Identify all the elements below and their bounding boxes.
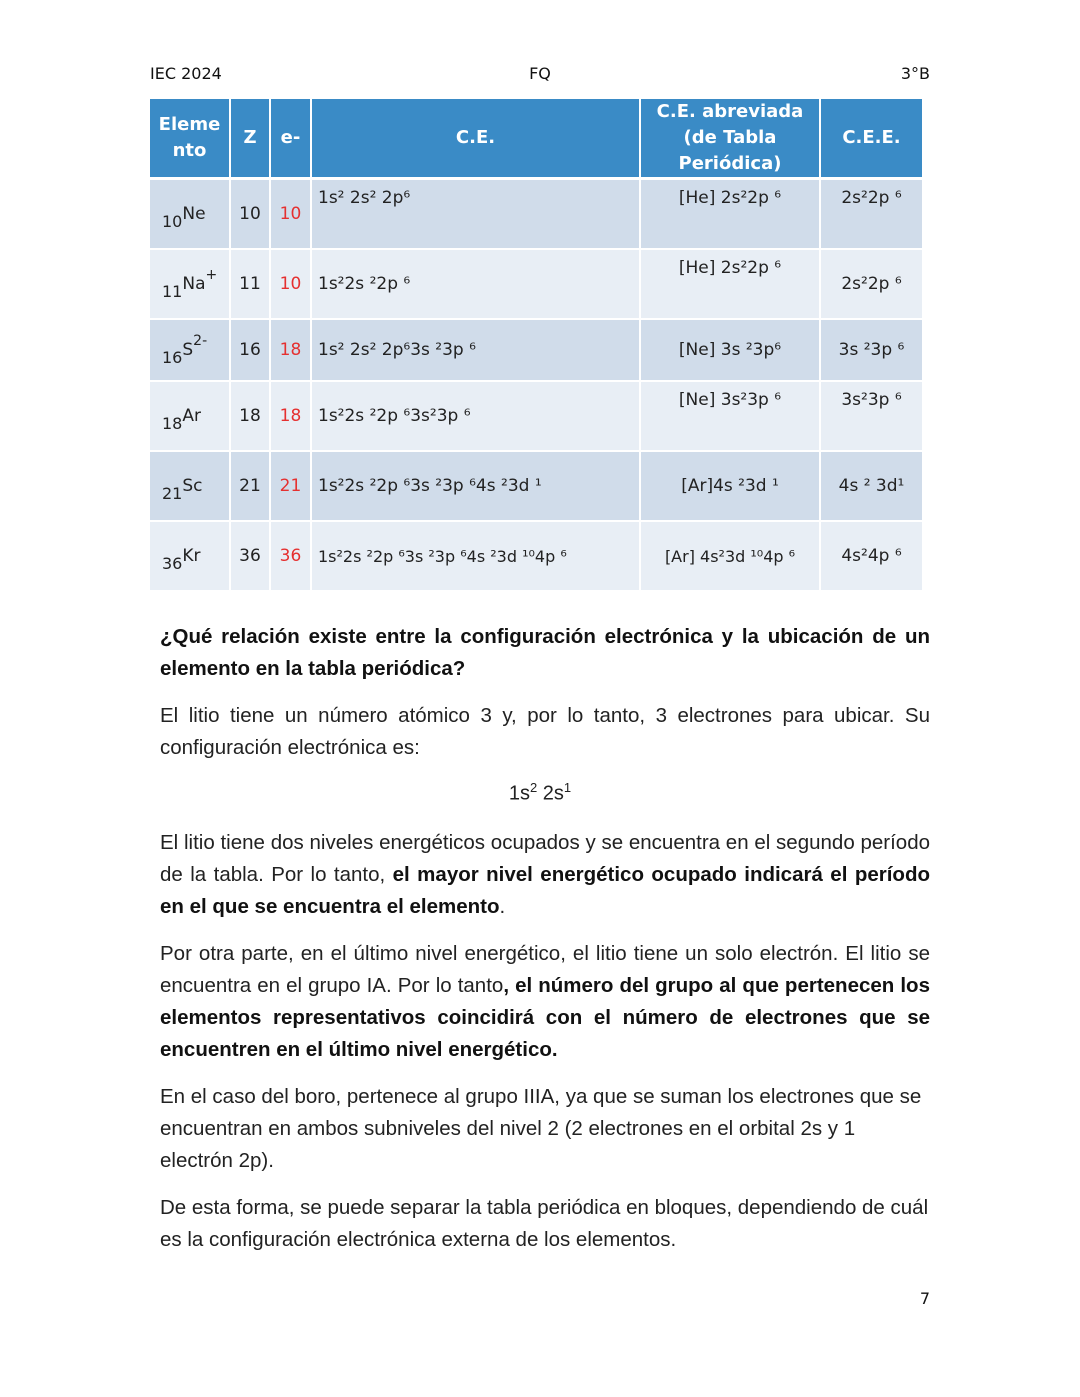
cee-value: 2s²2p ⁶ <box>820 249 922 319</box>
ce-value: 1s² 2s² 2p⁶3s ²3p ⁶ <box>311 319 640 381</box>
col-header-ce: C.E. <box>311 99 640 179</box>
col-header-z: Z <box>230 99 270 179</box>
element-symbol: $_{10}$Ne <box>150 179 230 250</box>
cee-value: 3s ²3p ⁶ <box>820 319 922 381</box>
ce-value: 1s²2s ²2p ⁶3s ²3p ⁶4s ²3d ¹⁰4p ⁶ <box>311 521 640 591</box>
element-symbol: $_{18}$Ar <box>150 381 230 451</box>
electron-configuration-table <box>150 99 922 592</box>
ce-abrev-value: [Ne] 3s ²3p⁶ <box>640 319 820 381</box>
ce-value: 1s²2s ²2p ⁶3s ²3p ⁶4s ²3d ¹ <box>311 451 640 521</box>
ce-value: 1s² 2s² 2p⁶ <box>311 179 640 250</box>
cee-value: 4s²4p ⁶ <box>820 521 922 591</box>
col-header-ce-abreviada: C.E. abreviada (de Tabla Periódica) <box>640 99 820 179</box>
page-number: 7 <box>919 1289 930 1308</box>
element-symbol: $_{11}$Na+ <box>150 249 230 319</box>
question-heading: ¿Qué relación existe entre la configuración electrónica y la ubicación de un elemento en la tabla periódica? <box>160 625 930 680</box>
element-symbol: $_{21}$Sc <box>150 451 230 521</box>
table-row <box>150 179 922 250</box>
electron-count: 10 <box>270 179 311 250</box>
lithium-formula: $1s^2$ $2s^1$ <box>508 780 572 805</box>
element-symbol: $_{16}S^{2-}$ <box>150 319 230 381</box>
ce-abrev-value: [Ar] 4s²3d ¹⁰4p ⁶ <box>640 521 820 591</box>
atomic-number: 16 <box>230 319 270 381</box>
atomic-number: 21 <box>230 451 270 521</box>
table-header-row <box>150 99 922 179</box>
col-header-element: Eleme nto <box>150 99 230 179</box>
table-row <box>150 249 922 319</box>
cee-value: 3s²3p ⁶ <box>820 381 922 451</box>
table-row <box>150 451 922 521</box>
col-header-cee: C.E.E. <box>820 99 922 179</box>
col-header-electrons: e- <box>270 99 311 179</box>
cee-value: 2s²2p ⁶ <box>820 179 922 250</box>
ce-value: 1s²2s ²2p ⁶3s²3p ⁶ <box>311 381 640 451</box>
ce-value: 1s²2s ²2p ⁶ <box>311 249 640 319</box>
element-symbol: $_{36}$Kr <box>150 521 230 591</box>
electron-count: 10 <box>270 249 311 319</box>
table-row <box>150 381 922 451</box>
atomic-number: 18 <box>230 381 270 451</box>
paragraph-period: El litio tiene dos niveles energéticos ocupados y se encuentra en el segundo período de la tabla. Por lo tanto, el mayor nivel energético ocupado indicará el período en el que se encuentra el elemento. <box>160 831 930 918</box>
header-left: IEC 2024 <box>150 64 222 83</box>
ce-abrev-value: [Ne] 3s²3p ⁶ <box>640 381 820 451</box>
electron-count: 21 <box>270 451 311 521</box>
header-right: 3°B <box>900 64 930 83</box>
ce-abrev-value: [He] 2s²2p ⁶ <box>640 249 820 319</box>
electron-count: 18 <box>270 319 311 381</box>
electron-count: 36 <box>270 521 311 591</box>
paragraph-blocks: De esta forma, se puede separar la tabla periódica en bloques, dependiendo de cuál es la configuración electrónica externa de los elementos. <box>160 1196 929 1251</box>
paragraph-lithium-intro: El litio tiene un número atómico 3 y, por lo tanto, 3 electrones para ubicar. Su configuración electrónica es: <box>160 704 930 759</box>
ce-abrev-value: [He] 2s²2p ⁶ <box>640 179 820 250</box>
atomic-number: 36 <box>230 521 270 591</box>
electron-count: 18 <box>270 381 311 451</box>
atomic-number: 11 <box>230 249 270 319</box>
paragraph-group: Por otra parte, en el último nivel energético, el litio tiene un solo electrón. El litio se encuentra en el grupo IA. Por lo tanto, el número del grupo al que pertenecen los elementos representativos coincidirá con el número de electrones que se encuentren en el último nivel energético. <box>160 942 930 1061</box>
cee-value: 4s ² 3d¹ <box>820 451 922 521</box>
table-row <box>150 319 922 381</box>
table-row <box>150 521 922 591</box>
header-center: FQ <box>529 64 551 83</box>
atomic-number: 10 <box>230 179 270 250</box>
paragraph-boron: En el caso del boro, pertenece al grupo IIIA, ya que se suman los electrones que se encuentran en ambos subniveles del nivel 2 (2 electrones en el orbital 2s y 1 electrón 2p). <box>160 1085 922 1172</box>
ce-abrev-value: [Ar]4s ²3d ¹ <box>640 451 820 521</box>
